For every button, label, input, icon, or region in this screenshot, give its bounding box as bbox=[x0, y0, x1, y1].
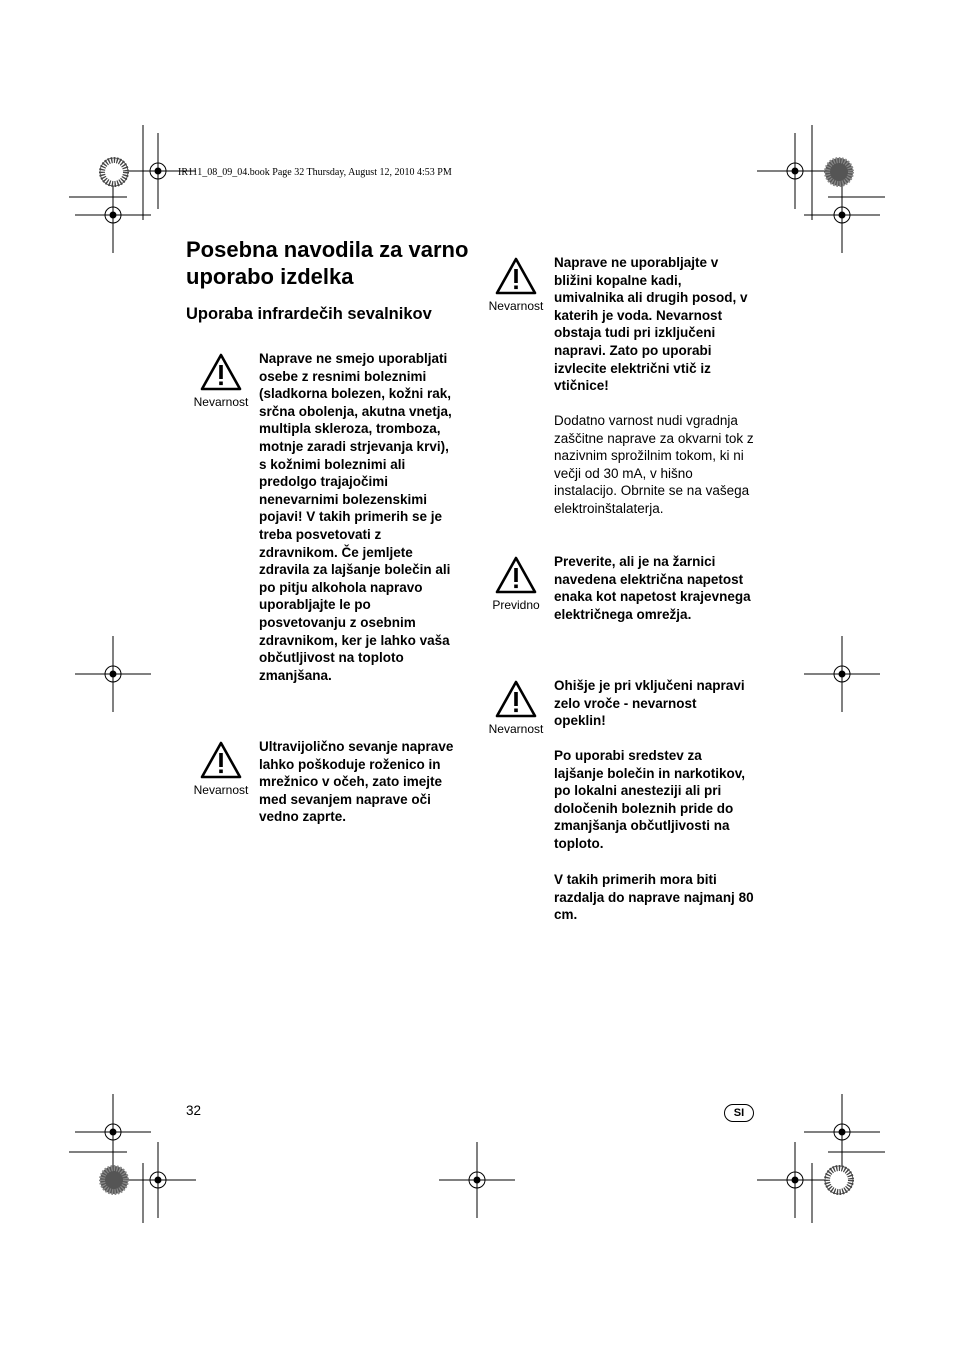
warning-label: Nevarnost bbox=[488, 722, 544, 736]
warning-label: Nevarnost bbox=[193, 395, 249, 409]
rcd-note: Dodatno varnost nudi vgradnja zaščitne naprave za okvarni tok z nazivnim sprožilnim tokom, ki ni večji od 30 mA, v hišno instalacijo. Obrnite se na vašega elektroinštalaterja. bbox=[554, 413, 754, 516]
warning-label: Nevarnost bbox=[193, 783, 249, 797]
warning-triangle-icon bbox=[199, 352, 243, 392]
warning-label: Previdno bbox=[492, 598, 540, 612]
warning-text: Ohišje je pri vključeni napravi zelo vroče - nevarnost opeklin! bbox=[554, 678, 745, 729]
warning-triangle-icon bbox=[199, 740, 243, 780]
warning-text: Naprave ne uporabljajte v bližini kopalne kadi, umivalnika ali drugih posod, v katerih je voda. Nevarnost obstaja tudi pri izključeni napravi. Zato po uporabi izvlecite električni vtič iz vtičnice! bbox=[554, 255, 748, 394]
page-title: Posebna navodila za varno uporabo izdelka bbox=[186, 237, 469, 289]
warning-triangle-icon bbox=[494, 679, 538, 719]
print-info-header: IR111_08_09_04.book Page 32 Thursday, August 12, 2010 4:53 PM bbox=[178, 167, 452, 178]
warning-triangle-icon bbox=[494, 555, 538, 595]
page-number: 32 bbox=[186, 1103, 202, 1118]
warning-label: Nevarnost bbox=[488, 299, 544, 313]
medication-note: Po uporabi sredstev za lajšanje bolečin in narkotikov, po lokalni anesteziji ali pri določenih boleznih pride do zmanjšanja občutljivosti na toploto. bbox=[554, 748, 746, 851]
warning-triangle-icon bbox=[494, 256, 538, 296]
distance-note: V takih primerih mora biti razdalja do naprave najmanj 80 cm. bbox=[554, 872, 754, 923]
language-badge: SI bbox=[724, 1104, 754, 1122]
section-subtitle: Uporaba infrardečih sevalnikov bbox=[186, 305, 432, 323]
warning-text: Naprave ne smejo uporabljati osebe z resnimi boleznimi (sladkorna bolezen, kožni rak, srčna obolenja, akutna vnetja, multipla skleroza, tromboza, motnje zaradi strjevanja krvi), s kožnimi boleznimi ali predolgo trajajočimi nenevarnimi bolezenskimi pojavi! V takih primerih se je treba posvetovati z zdravnikom. Če jemljete zdravila za lajšanje bolečin ali po pitju alkohola napravo uporabljajte le po posvetovanju z osebnim zdravnikom, ker je lahko vaša občutljivost na toploto zmanjšana. bbox=[259, 351, 452, 683]
warning-text: Ultravijolično sevanje naprave lahko poškoduje roženico in mrežnico v očeh, zato imejte med sevanjem naprave oči vedno zaprte. bbox=[259, 739, 454, 825]
warning-text: Preverite, ali je na žarnici navedena električna napetost enaka kot napetost krajevnega električnega omrežja. bbox=[554, 554, 751, 622]
